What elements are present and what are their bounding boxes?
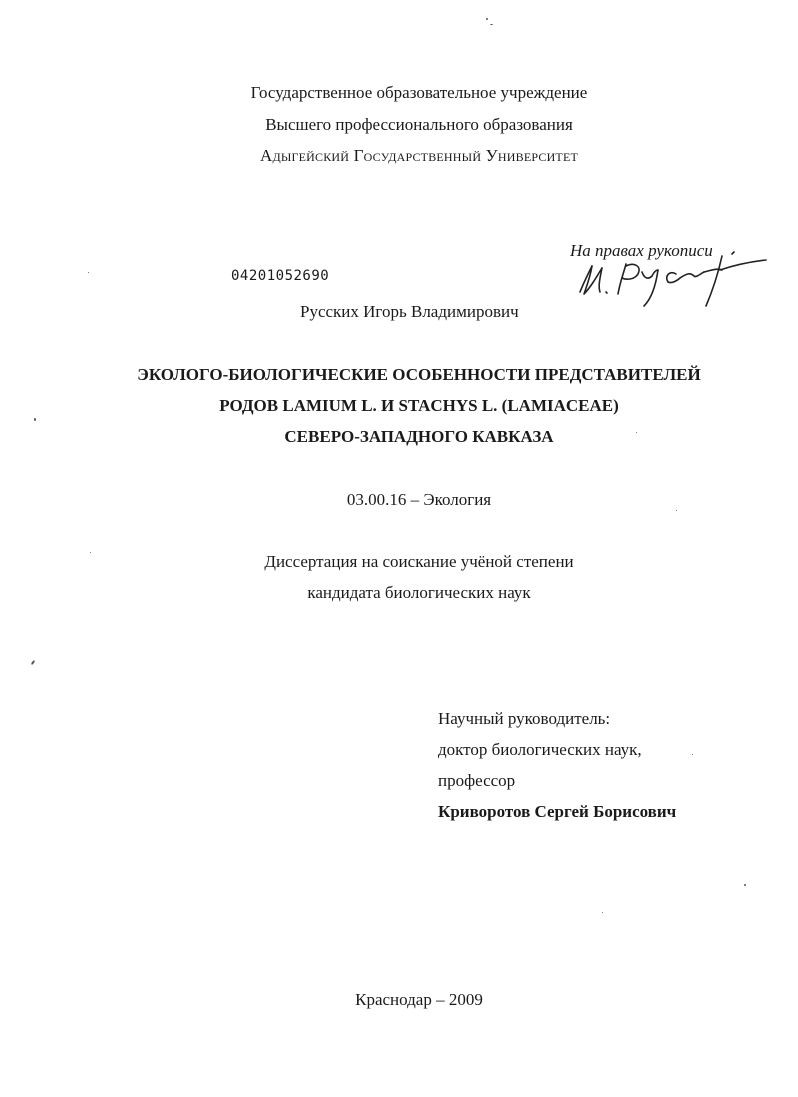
- author-signature: [572, 248, 772, 314]
- title-line-3: СЕВЕРО-ЗАПАДНОГО КАВКАЗА: [284, 427, 554, 446]
- scan-speck: [636, 432, 637, 433]
- degree-line-2: кандидата биологических наук: [307, 583, 531, 602]
- author-name: Русских Игорь Владимирович: [300, 302, 519, 321]
- degree-line-1: Диссертация на соискание учёной степени: [264, 552, 574, 571]
- title-line-2: РОДОВ LAMIUM L. И STACHYS L. (LAMIACEAE): [219, 396, 619, 415]
- institution-line-2: Высшего профессионального образования: [265, 115, 573, 134]
- title-line-1: ЭКОЛОГО-БИОЛОГИЧЕСКИЕ ОСОБЕННОСТИ ПРЕДСТАВИТЕЛЕЙ: [137, 365, 701, 384]
- place-and-year: Краснодар – 2009: [355, 990, 483, 1009]
- scan-speck: [490, 24, 493, 25]
- scan-speck: [90, 552, 91, 553]
- supervisor-name: Криворотов Сергей Борисович: [438, 802, 677, 821]
- scan-speck: [88, 272, 89, 273]
- supervisor-degree: доктор биологических наук,: [438, 740, 642, 759]
- scan-speck: [744, 884, 746, 886]
- specialty-code: 03.00.16 – Экология: [346, 490, 492, 509]
- scan-speck: [31, 660, 36, 665]
- scan-speck: [692, 754, 693, 755]
- institution-line-1: Государственное образовательное учреждение: [250, 83, 588, 102]
- supervisor-label: Научный руководитель:: [438, 709, 611, 728]
- registration-number: 04201052690: [231, 268, 330, 284]
- manuscript-rights-notice: На правах рукописи: [570, 241, 713, 260]
- institution-line-3: Адыгейский Государственный Университет: [259, 146, 579, 165]
- supervisor-rank: профессор: [438, 771, 516, 790]
- scan-speck: [34, 418, 36, 421]
- scan-speck: [602, 912, 603, 913]
- scan-speck: [676, 510, 677, 511]
- scan-speck: [486, 18, 488, 20]
